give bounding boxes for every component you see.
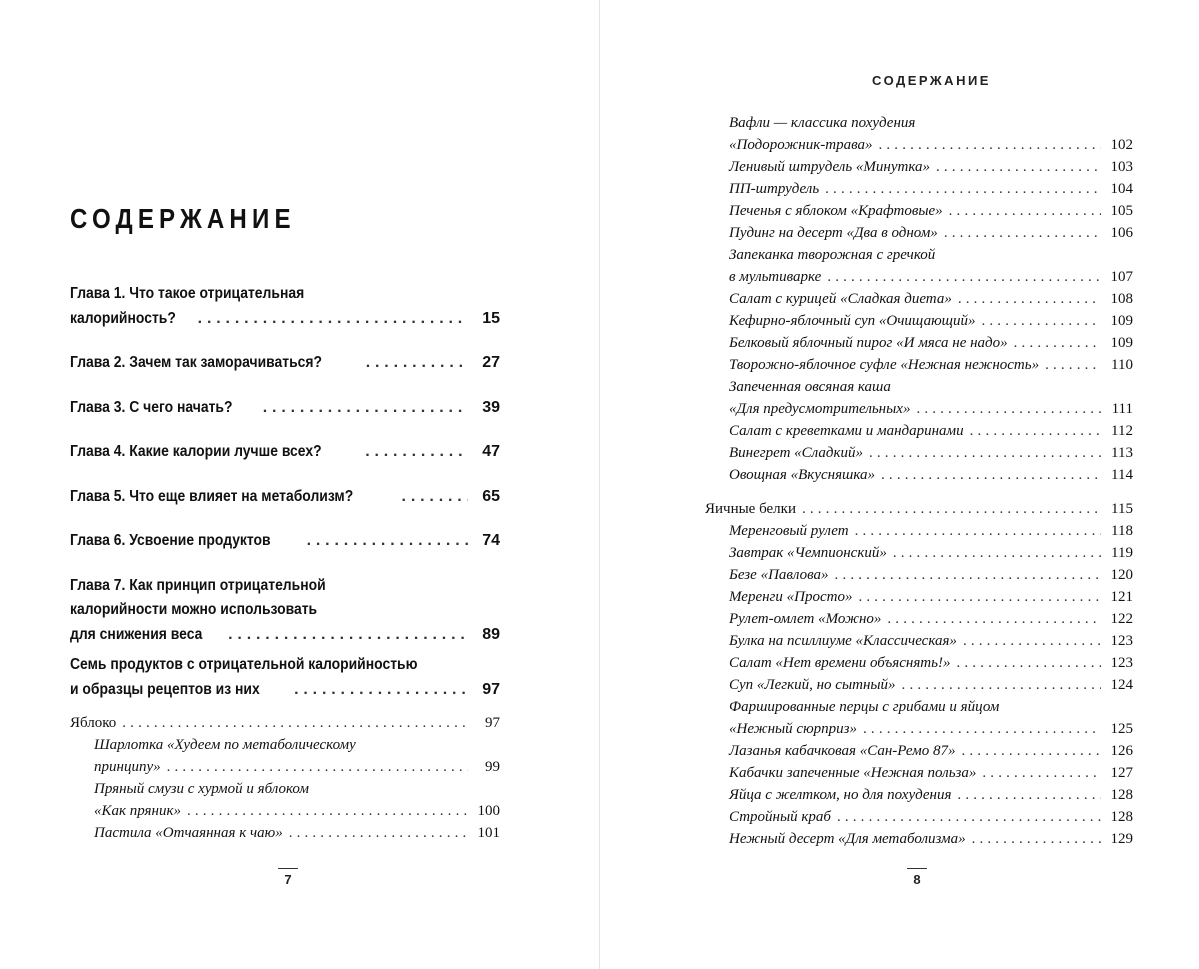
entry-title: Глава 2. Зачем так заморачиваться? [70,354,323,371]
page-number: 122 [1110,611,1133,627]
page-number: 47 [482,443,500,460]
dot-leader [944,222,1101,244]
page-number: 97 [485,715,500,731]
folio-left [268,868,308,887]
recipe-entry [729,520,1133,542]
recipe-entry [729,696,1133,740]
entry-title: «Нежный сюрприз» [729,721,858,737]
page-number: 108 [1110,291,1133,307]
page-number: 97 [482,680,500,698]
dot-leader [198,307,468,332]
page-number: 89 [482,625,500,643]
entry-title: Яйца с желтком, но для похудения [729,787,952,803]
entry-title: Глава 3. С чего начать? [70,398,233,416]
entry-title-line: Глава 7. Как принцип отрицательной [70,576,326,594]
recipe-entry [729,332,1133,354]
entry-title: Меренги «Просто» [729,589,853,605]
recipe-entry [729,784,1133,806]
recipe-entry [729,420,1133,442]
entry-title-line: Вафли — классика похудения [729,115,916,131]
entry-title: в мультиварке [729,269,822,285]
entry-title: Лазанья кабачковая «Сан-Ремо 87» [729,743,956,759]
page-number: 111 [1111,401,1133,417]
dot-leader [863,718,1101,740]
entry-title: Глава 6. Усвоение продуктов [70,532,271,549]
recipe-entry [729,288,1133,310]
recipe-entry [729,178,1133,200]
entry-title-line: Запеканка творожная с гречкой [729,247,936,263]
entry-title: «Как пряник» [94,803,181,819]
dot-leader [289,822,468,844]
dot-leader [802,498,1101,520]
page-number: 105 [1110,203,1133,219]
entry-title: Салат «Нет времени объяснять!» [729,655,951,671]
running-head: СОДЕРЖАНИЕ [872,73,991,88]
left-page [0,0,599,969]
recipe-entry [729,828,1133,850]
page-number: 74 [482,532,500,549]
entry-title: для снижения веса [70,625,203,643]
recipe-entry [729,674,1133,696]
entry-title: Завтрак «Чемпионский» [729,545,887,561]
dot-leader [916,398,1101,420]
recipe-entry [729,222,1133,244]
chapter-list [70,282,500,702]
dot-leader [949,200,1101,222]
dot-leader [982,762,1101,784]
page-number: 15 [482,309,500,327]
dot-leader [902,674,1101,696]
dot-leader [972,828,1101,850]
dot-leader [366,351,468,376]
page-number: 110 [1111,357,1133,373]
dot-leader [1045,354,1101,376]
dot-leader [402,485,468,510]
recipe-entry [729,740,1133,762]
dot-leader [835,564,1101,586]
page-number: 99 [485,759,500,775]
recipe-entry [70,734,500,778]
page-number: 114 [1111,467,1133,483]
page-number: 121 [1110,589,1133,605]
recipe-entry [729,156,1133,178]
page-number: 125 [1110,721,1133,737]
section-title: Яичные белки [705,501,796,517]
dot-leader [307,529,468,554]
dot-leader [982,310,1102,332]
entry-title: Нежный десерт «Для метаболизма» [729,831,966,847]
recipe-entry [729,310,1133,332]
chapter-entry [70,282,500,331]
chapter-entry [70,351,500,376]
chapter-entry [70,396,500,421]
recipe-entry [729,652,1133,674]
dot-leader [963,630,1101,652]
page-number: 102 [1110,137,1133,153]
page-number: 27 [482,354,500,371]
entry-title-line: Семь продуктов с отрицательной калорийностью [70,656,418,673]
entry-title: Булка на псиллиуме «Классическая» [729,633,957,649]
entry-title: Глава 5. Что еще влияет на метаболизм? [70,487,354,505]
recipe-entry [729,762,1133,784]
recipe-entry [729,244,1133,288]
entry-title: «Для предусмотрительных» [729,401,911,417]
dot-leader [956,652,1101,674]
entry-title-line: калорийности можно использовать [70,601,318,618]
page-number: 109 [1110,335,1133,351]
entry-title-line: Запеченная овсяная каша [729,379,891,395]
dot-leader [827,266,1101,288]
dot-leader [879,134,1102,156]
dot-leader [167,756,468,778]
recipe-entry [729,630,1133,652]
page-number: 109 [1110,313,1133,329]
chapter-entry [70,440,500,465]
entry-title: Салат с креветками и мандаринами [729,423,964,439]
entry-title: Овощная «Вкусняшка» [729,467,876,483]
page-number: 100 [477,803,500,819]
dot-leader [263,396,468,421]
dot-leader [958,288,1101,310]
entry-title: принципу» [94,759,161,775]
section-heading [70,712,500,734]
page-number: 129 [1110,831,1133,847]
entry-title: Кабачки запеченные «Нежная польза» [729,765,977,781]
page-number: 120 [1110,567,1133,583]
entry-title: Глава 4. Какие калории лучше всех? [70,443,322,460]
recipe-entry [729,608,1133,630]
folio-rule [278,868,298,869]
dot-leader [957,784,1101,806]
entry-title: Печенья с яблоком «Крафтовые» [729,203,943,219]
recipe-entry [729,200,1133,222]
dot-leader [881,464,1101,486]
right-page [600,0,1199,969]
entry-title: Пастила «Отчаянная к чаю» [94,825,283,841]
page-number-folio: 8 [913,872,921,887]
entry-title: Суп «Легкий, но сытный» [729,677,896,693]
entry-title-line: Глава 1. Что такое отрицательная [70,285,305,302]
page-number: 101 [477,825,500,841]
page-number: 124 [1110,677,1133,693]
recipe-entry [729,376,1133,420]
page-number: 119 [1111,545,1133,561]
page-number: 112 [1111,423,1133,439]
page-number: 118 [1111,523,1133,539]
dot-leader [187,800,468,822]
dot-leader [837,806,1101,828]
entry-title: и образцы рецептов из них [70,680,260,698]
page-number: 39 [482,398,500,416]
page-title: СОДЕРЖАНИЕ [70,203,296,234]
dot-leader [962,740,1102,762]
section-title: Яблоко [70,715,117,731]
entry-title-line: Фаршированные перцы с грибами и яйцом [729,699,1000,715]
page-number: 106 [1110,225,1133,241]
entry-title-line: Шарлотка «Худеем по метаболическому [94,737,356,753]
page-number: 104 [1110,181,1133,197]
recipe-entry [729,354,1133,376]
page-number: 65 [482,487,500,505]
page-number: 128 [1110,809,1133,825]
page-number: 123 [1110,633,1133,649]
recipe-entry [729,806,1133,828]
chapter-entry [70,574,500,648]
page-number: 126 [1110,743,1133,759]
entry-title: Рулет-омлет «Можно» [729,611,882,627]
dot-leader [825,178,1101,200]
recipe-entry [729,464,1133,486]
recipe-entry [729,542,1133,564]
page-number: 123 [1110,655,1133,671]
chapter-entry [70,529,500,554]
section-heading [705,498,1133,520]
page-number: 103 [1110,159,1133,175]
entry-title: ПП-штрудель [729,181,820,197]
dot-leader [887,608,1101,630]
entry-title: калорийность? [70,309,176,327]
dot-leader [228,623,468,648]
entry-title-line: Пряный смузи с хурмой и яблоком [94,781,309,797]
dot-leader [1014,332,1101,354]
entry-title: Пудинг на десерт «Два в одном» [729,225,938,241]
entry-title: Белковый яблочный пирог «И мяса не надо» [729,335,1008,351]
recipe-list [705,112,1133,850]
dot-leader [294,678,468,703]
page-number: 128 [1110,787,1133,803]
page-number: 107 [1110,269,1133,285]
entry-title: Салат с курицей «Сладкая диета» [729,291,952,307]
dot-leader [970,420,1101,442]
recipe-entry [729,112,1133,156]
dot-leader [122,712,468,734]
dot-leader [936,156,1101,178]
folio-rule [907,868,927,869]
page-number: 127 [1110,765,1133,781]
recipe-entry [729,564,1133,586]
recipe-entry [729,442,1133,464]
entry-title: Безе «Павлова» [729,567,829,583]
dot-leader [858,586,1101,608]
dot-leader [869,442,1101,464]
dot-leader [365,440,468,465]
entry-title: Меренговый рулет [729,523,849,539]
page-number-folio: 7 [284,872,292,887]
entry-title: Ленивый штрудель «Минутка» [729,159,930,175]
dot-leader [855,520,1101,542]
recipe-entry [70,822,500,844]
page-number: 115 [1111,501,1133,517]
entry-title: Кефирно-яблочный суп «Очищающий» [729,313,976,329]
chapter-entry [70,485,500,510]
section-list [70,712,500,844]
recipe-entry [729,586,1133,608]
entry-title: Творожно-яблочное суфле «Нежная нежность» [729,357,1040,373]
chapter-entry [70,653,500,702]
recipe-entry [70,778,500,822]
entry-title: «Подорожник-трава» [729,137,873,153]
page-number: 113 [1111,445,1133,461]
folio-right [897,868,937,887]
dot-leader [893,542,1101,564]
entry-title: Стройный краб [729,809,831,825]
entry-title: Винегрет «Сладкий» [729,445,863,461]
